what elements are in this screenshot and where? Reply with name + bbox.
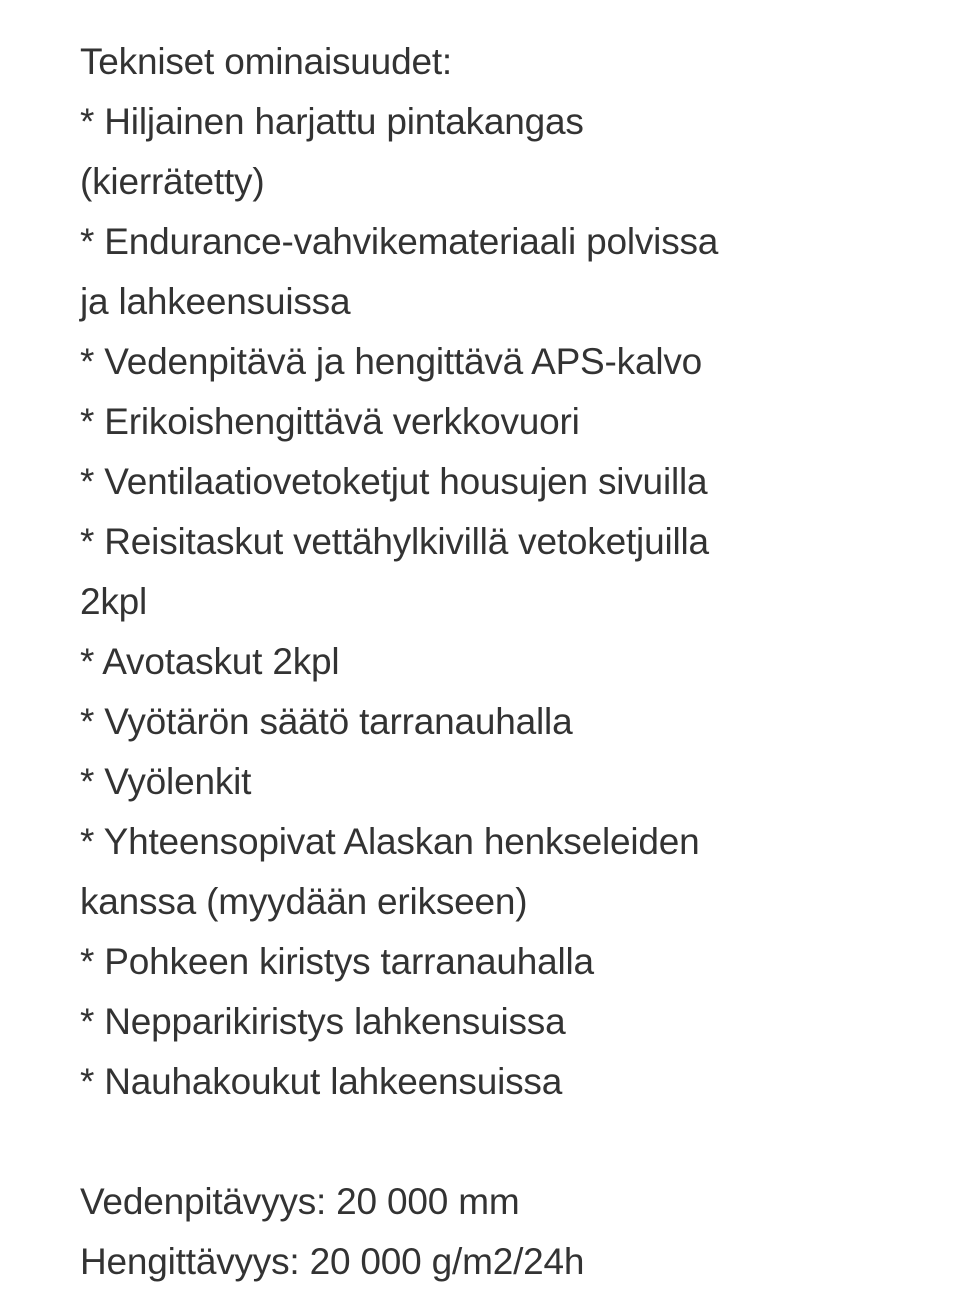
feature-line-12: * Nepparikiristys lahkensuissa xyxy=(80,1001,566,1042)
feature-line-1: * Hiljainen harjattu pintakangas xyxy=(80,101,584,142)
feature-line-6: * Reisitaskut vettähylkivillä vetoketjuilla xyxy=(80,521,709,562)
feature-line-13: * Nauhakoukut lahkeensuissa xyxy=(80,1061,563,1102)
feature-line-1-cont: (kierrätetty) xyxy=(80,161,265,202)
feature-line-10: * Yhteensopivat Alaskan henkseleiden xyxy=(80,821,700,862)
feature-line-4: * Erikoishengittävä verkkovuori xyxy=(80,401,580,442)
feature-line-2: * Endurance-vahvikemateriaali polvissa xyxy=(80,221,719,262)
technical-specifications-text xyxy=(80,32,920,1292)
section-heading: Tekniset ominaisuudet: xyxy=(80,41,452,82)
feature-line-3: * Vedenpitävä ja hengittävä APS-kalvo xyxy=(80,341,703,382)
spec-waterproof-line: Vedenpitävyys: 20 000 mm xyxy=(80,1181,520,1222)
feature-line-6-cont: 2kpl xyxy=(80,581,148,622)
feature-line-7: * Avotaskut 2kpl xyxy=(80,641,340,682)
feature-line-10-cont: kanssa (myydään erikseen) xyxy=(80,881,528,922)
spec-breathability-line: Hengittävyys: 20 000 g/m2/24h xyxy=(80,1241,585,1282)
feature-line-8: * Vyötärön säätö tarranauhalla xyxy=(80,701,573,742)
feature-line-2-cont: ja lahkeensuissa xyxy=(80,281,351,322)
feature-line-11: * Pohkeen kiristys tarranauhalla xyxy=(80,941,594,982)
feature-line-5: * Ventilaatiovetoketjut housujen sivuilla xyxy=(80,461,708,502)
blank-line-separator xyxy=(80,1112,920,1172)
feature-line-9: * Vyölenkit xyxy=(80,761,252,802)
